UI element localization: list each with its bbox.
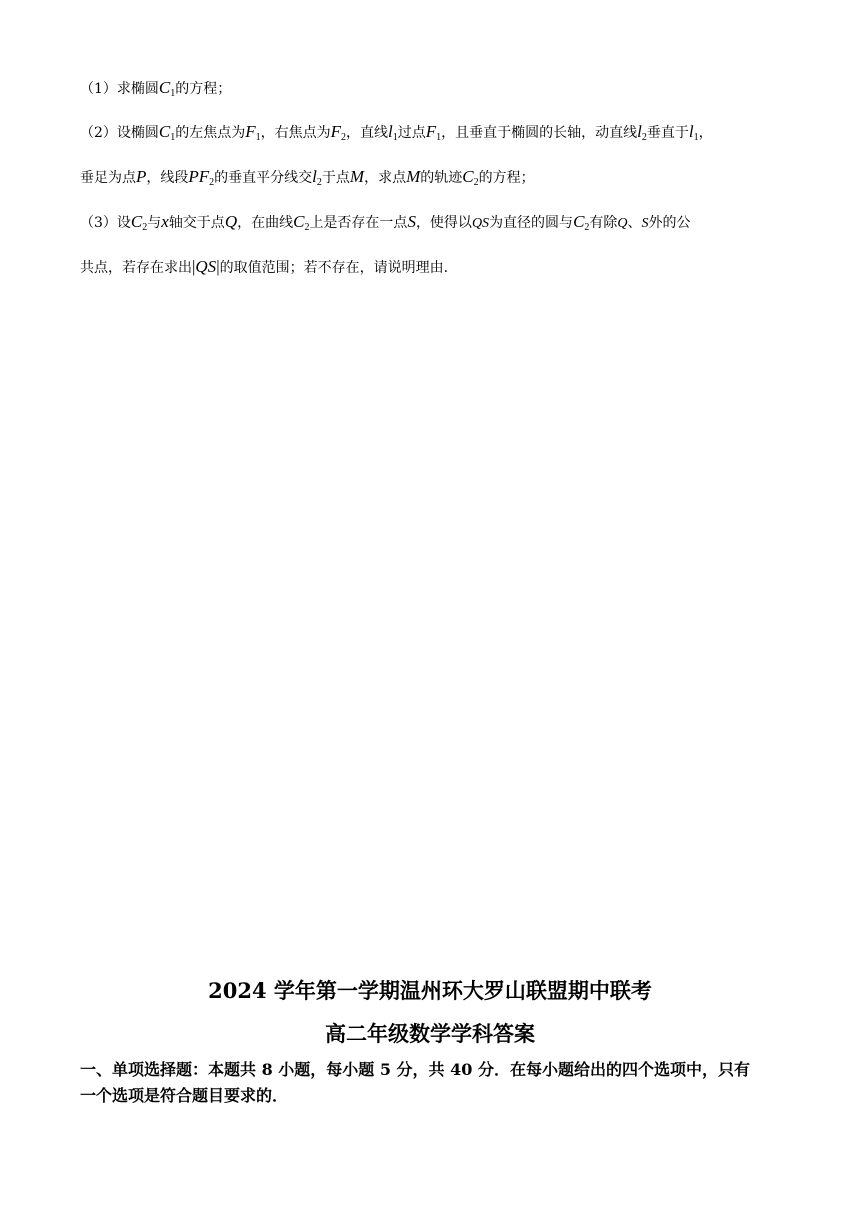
q3-text: 外的公 (648, 215, 691, 231)
q2-text: ， (698, 125, 713, 141)
section-1-heading-line-1: 一、单项选择题：本题共 8 小题，每小题 5 分，共 40 分．在每小题给出的四个选项中，只有 (80, 1060, 750, 1079)
q3-text: 与 (147, 215, 162, 231)
math-pf2: $PF_2$ (188, 167, 215, 188)
math-p: P (136, 167, 147, 186)
math-f2: $F_2$ (330, 122, 347, 143)
q3-text: 共点，若存在求出 (80, 260, 192, 276)
q3-text: ，在曲线 (237, 215, 294, 231)
q2-text: ，右焦点为 (260, 125, 331, 141)
math-c1: $C_1$ (158, 122, 176, 143)
math-f1: $F_1$ (425, 122, 442, 143)
q2-text: 的垂直平分线交 (214, 170, 313, 186)
math-x: x (161, 212, 169, 231)
math-l2: $l_2$ (637, 122, 647, 143)
math-l1: $l_1$ (688, 122, 699, 143)
q2-text: 的左焦点为 (175, 125, 246, 141)
q3-text: （3）设 (80, 215, 131, 231)
math-l1: $l_1$ (388, 122, 398, 143)
q1-text: （1）求椭圆 (80, 81, 159, 97)
q3-text: 的取值范围；若不存在，请说明理由. (219, 260, 449, 276)
question-3-line-2 (80, 257, 800, 278)
math-qs: QS (195, 257, 217, 276)
q2-text: 的方程； (478, 170, 535, 186)
math-f1: $F_1$ (245, 122, 261, 143)
q3-text: 有除 (589, 215, 618, 231)
question-2-line-1 (80, 122, 800, 143)
q3-text: 、 (627, 215, 642, 231)
math-q: Q (617, 216, 628, 231)
math-qs: QS (471, 216, 490, 231)
math-c2: $C_2$ (573, 212, 590, 233)
answers-title: 2024 学年第一学期温州环大罗山联盟期中联考 (208, 978, 652, 1003)
math-m: M (349, 167, 365, 186)
math-c1: $C_1$ (158, 78, 176, 99)
q2-text: ，直线 (346, 125, 389, 141)
question-1 (80, 78, 800, 99)
q2-text: ，且垂直于椭圆的长轴，动直线 (441, 125, 638, 141)
q2-text: ，求点 (364, 170, 407, 186)
math-c2: $C_2$ (462, 167, 479, 188)
q3-text: 上是否存在一点 (309, 215, 408, 231)
section-1-heading-line-2: 一个选项是符合题目要求的． (80, 1086, 289, 1105)
q2-text: 过点 (397, 125, 426, 141)
answers-subtitle: 高二年级数学学科答案 (325, 1021, 535, 1046)
q2-text: 于点 (321, 170, 350, 186)
math-m: M (406, 167, 421, 186)
math-c2: $C_2$ (130, 212, 148, 233)
q2-text: ，线段 (146, 170, 189, 186)
q2-text: 垂足为点 (80, 170, 136, 186)
q2-text: 的轨迹 (420, 170, 463, 186)
math-s: S (407, 212, 416, 231)
math-s: S (641, 216, 649, 231)
math-c2: $C_2$ (293, 212, 310, 233)
math-q: Q (224, 212, 238, 231)
math-abs-bar: | (192, 257, 196, 276)
q2-text: 垂直于 (646, 125, 689, 141)
math-l2: $l_2$ (312, 167, 322, 188)
math-abs-bar: | (216, 257, 220, 276)
q2-text: （2）设椭圆 (80, 125, 159, 141)
q3-text: ，使得以 (415, 215, 472, 231)
question-2-line-2 (80, 167, 800, 188)
q1-text: 的方程； (175, 81, 232, 97)
q3-text: 为直径的圆与 (489, 215, 574, 231)
q3-text: 轴交于点 (168, 215, 225, 231)
question-3-line-1 (80, 212, 800, 234)
